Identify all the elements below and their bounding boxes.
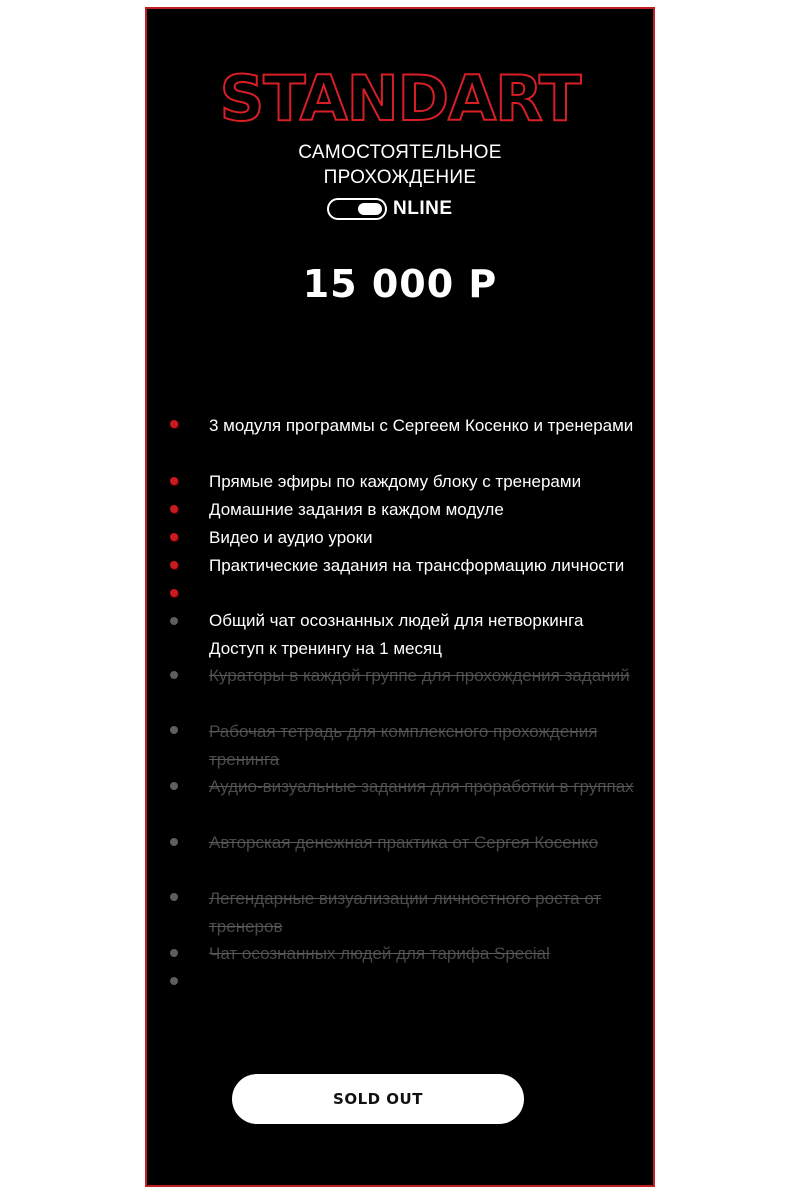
plan-subtitle-line2: ПРОХОЖДЕНИЕ <box>323 167 477 188</box>
bullet-excluded-icon <box>170 726 178 734</box>
bullet-excluded-icon <box>170 949 178 957</box>
bullet-icon <box>170 617 178 625</box>
bullet-included-icon <box>170 505 178 513</box>
bullet-excluded-icon <box>170 671 178 679</box>
bullet-included-icon <box>170 533 178 541</box>
feature-item-included: Видео и аудио уроки <box>209 528 373 547</box>
bullet-included-icon <box>170 477 178 485</box>
feature-item-excluded: Авторская денежная практика от Сергея Косенко <box>209 833 599 852</box>
bullet-excluded-icon <box>170 838 178 846</box>
sold-out-button[interactable]: SOLD OUT <box>232 1074 524 1124</box>
feature-item-excluded: Кураторы в каждой группе для прохождения заданий <box>209 666 630 685</box>
feature-list <box>147 9 653 1185</box>
feature-item-excluded: Аудио-визуальные задания для проработки в группах <box>209 777 634 796</box>
feature-item-included: Домашние задания в каждом модуле <box>209 500 504 519</box>
bullet-excluded-icon <box>170 782 178 790</box>
feature-item-included: 3 модуля программы с Сергеем Косенко и тренерами <box>209 416 634 435</box>
pricing-card <box>145 7 655 1187</box>
bullet-included-icon <box>170 420 178 428</box>
bullet-included-icon <box>170 561 178 569</box>
plan-title: STANDART <box>219 62 581 135</box>
plan-price: 15 000 Р <box>302 262 498 306</box>
bullet-excluded-icon <box>170 893 178 901</box>
feature-item-included: Прямые эфиры по каждому блоку с тренерами <box>209 472 582 491</box>
feature-item-included: Практические задания на трансформацию личности <box>209 556 625 575</box>
bullet-included-icon <box>170 589 178 597</box>
format-label: NLINE <box>393 198 453 219</box>
feature-item-included: Доступ к тренингу на 1 месяц <box>209 639 442 658</box>
feature-item-included: Общий чат осознанных людей для нетворкинга <box>209 611 584 630</box>
plan-subtitle-line1: САМОСТОЯТЕЛЬНОЕ <box>298 142 502 163</box>
feature-item-excluded: Легендарные визуализации личностного роста от тренеров <box>209 889 602 936</box>
feature-item-excluded: Рабочая тетрадь для комплексного прохождения тренинга <box>209 722 598 769</box>
bullet-excluded-icon <box>170 977 178 985</box>
feature-item-excluded: Чат осознанных людей для тарифа Special <box>209 944 550 963</box>
